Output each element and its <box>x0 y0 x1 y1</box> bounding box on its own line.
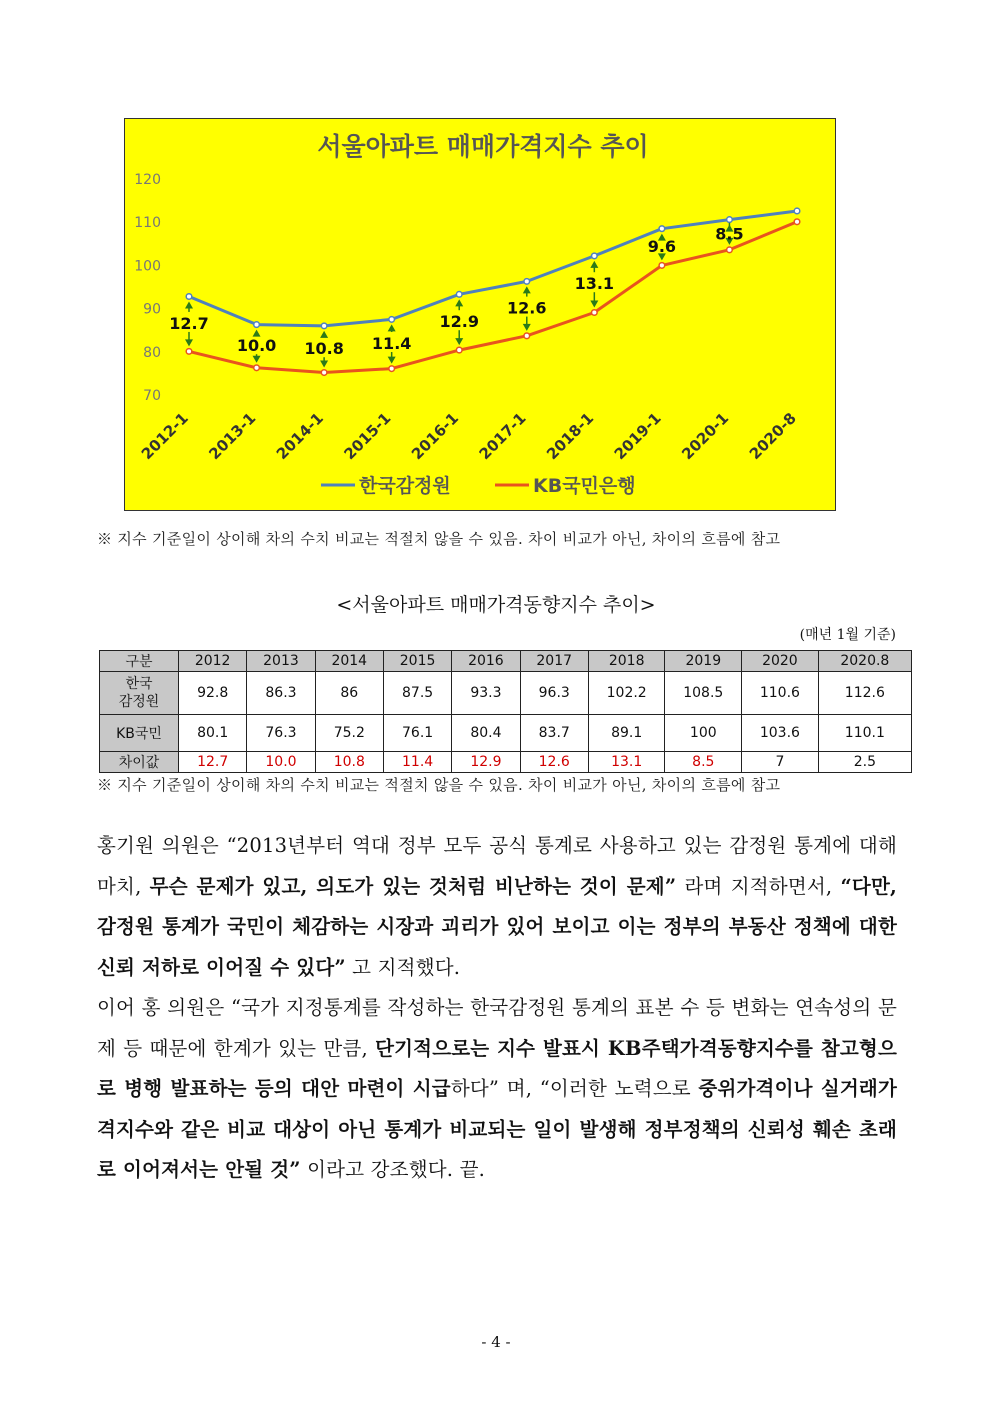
gap-arrowhead-down <box>523 324 531 331</box>
table-cell: 86 <box>315 672 383 715</box>
x-tick-label: 2017-1 <box>475 409 530 464</box>
chart-canvas <box>125 119 835 510</box>
gap-label: 8.5 <box>715 224 744 244</box>
y-tick-label: 110 <box>134 215 161 232</box>
y-tick-label: 90 <box>143 301 161 318</box>
header-cell: 2014 <box>315 651 383 672</box>
gap-arrowhead-up <box>590 261 598 268</box>
table-cell: 80.4 <box>452 715 520 752</box>
row-label-kab <box>100 672 179 715</box>
gap-arrowhead-up <box>388 324 396 331</box>
gap-arrowhead-up <box>455 299 463 306</box>
x-tick-label: 2015-1 <box>340 409 395 464</box>
data-point-0 <box>524 279 530 285</box>
data-point-0 <box>727 217 733 223</box>
table-cell: 92.8 <box>179 672 247 715</box>
table-cell-diff: 12.7 <box>179 752 247 773</box>
x-tick-label: 2014-1 <box>272 409 327 464</box>
gap-arrowhead-up <box>523 286 531 293</box>
table-cell: 89.1 <box>588 715 665 752</box>
table-cell: 112.6 <box>818 672 911 715</box>
y-tick-label: 70 <box>143 388 161 404</box>
table-cell-diff: 2.5 <box>818 752 911 773</box>
data-point-1 <box>794 219 800 225</box>
gap-arrowhead-down <box>590 300 598 307</box>
table-cell-diff: 12.6 <box>520 752 588 773</box>
header-cell: 2015 <box>383 651 451 672</box>
data-point-0 <box>254 322 260 328</box>
data-point-1 <box>524 333 530 339</box>
gap-arrowhead-up <box>185 302 193 309</box>
gap-arrowhead-up <box>320 331 328 338</box>
row-label-kb: KB국민 <box>100 715 179 752</box>
legend-label: 한국감정원 <box>359 475 451 497</box>
table-header-row <box>100 651 912 672</box>
table-cell-diff: 12.9 <box>452 752 520 773</box>
table-cell-diff: 8.5 <box>665 752 742 773</box>
paragraph-2 <box>97 988 897 1191</box>
x-tick-label: 2012-1 <box>137 409 192 464</box>
header-cell: 2019 <box>665 651 742 672</box>
data-point-1 <box>592 310 598 316</box>
table-cell: 93.3 <box>452 672 520 715</box>
header-cell: 구분 <box>100 651 179 672</box>
header-cell: 2020.8 <box>818 651 911 672</box>
header-cell: 2013 <box>247 651 315 672</box>
body-text <box>97 826 897 1191</box>
data-point-0 <box>659 226 665 232</box>
gap-label: 13.1 <box>574 274 615 294</box>
y-tick-label: 80 <box>143 344 161 361</box>
data-point-0 <box>321 323 327 329</box>
table-row-kb <box>100 715 912 752</box>
table-cell: 80.1 <box>179 715 247 752</box>
p1-text-e: 고 지적했다. <box>345 955 461 979</box>
table-cell: 108.5 <box>665 672 742 715</box>
table-cell: 75.2 <box>315 715 383 752</box>
table-row-diff <box>100 752 912 773</box>
p1-text-c: 라며 지적하면서, <box>676 874 841 898</box>
gap-arrowhead-down <box>253 356 261 363</box>
table-cell: 100 <box>665 715 742 752</box>
table-cell: 87.5 <box>383 672 451 715</box>
gap-label: 11.4 <box>371 334 412 354</box>
p1-bold-b: 무슨 문제가 있고, 의도가 있는 것처럼 비난하는 것이 문제” <box>149 874 677 898</box>
header-cell: 2016 <box>452 651 520 672</box>
chart-note: ※ 지수 기준일이 상이해 차의 수치 비교는 적절치 않을 수 있음. 차이 비교가 아닌, 차이의 흐름에 참고 <box>97 530 781 548</box>
table-cell: 102.2 <box>588 672 665 715</box>
gap-arrowhead-down <box>388 357 396 364</box>
gap-arrowhead-down <box>185 339 193 346</box>
table-cell: 86.3 <box>247 672 315 715</box>
gap-label: 10.8 <box>304 339 344 359</box>
table-row-kab <box>100 672 912 715</box>
table-cell-diff: 11.4 <box>383 752 451 773</box>
data-point-1 <box>321 370 327 376</box>
table-cell-diff: 10.0 <box>247 752 315 773</box>
series-line-1 <box>189 222 797 373</box>
table-cell-diff: 7 <box>742 752 819 773</box>
x-tick-label: 2018-1 <box>543 409 598 464</box>
data-point-0 <box>794 208 800 214</box>
header-cell: 2018 <box>588 651 665 672</box>
table-unit: (매년 1월 기준) <box>799 627 896 643</box>
gap-label: 10.0 <box>236 336 277 356</box>
row-label-kab-line2: 감정원 <box>118 694 160 710</box>
gap-arrowhead-down <box>320 361 328 368</box>
p2-bold-b: 단기적으로는 지수 발표시 KB주택가격동향지수를 참고형으로 병행 발표하는 등의 대안 마련이 시급 <box>97 1036 897 1100</box>
data-point-1 <box>254 365 260 371</box>
table-cell: 96.3 <box>520 672 588 715</box>
data-point-1 <box>389 366 395 372</box>
gap-label: 12.9 <box>439 312 479 332</box>
table-cell-diff: 13.1 <box>588 752 665 773</box>
data-point-0 <box>186 294 192 300</box>
y-tick-label: 120 <box>134 172 161 188</box>
data-point-0 <box>389 317 395 323</box>
x-tick-label: 2020-1 <box>678 409 733 464</box>
gap-arrowhead-down <box>455 338 463 345</box>
x-tick-label: 2019-1 <box>610 409 665 464</box>
x-tick-label: 2013-1 <box>205 409 260 464</box>
table-cell: 83.7 <box>520 715 588 752</box>
chart-title: 서울아파트 매매가격지수 추이 <box>317 132 649 161</box>
header-cell: 2020 <box>742 651 819 672</box>
data-point-1 <box>659 263 665 269</box>
table-cell: 110.1 <box>818 715 911 752</box>
y-tick-label: 100 <box>134 258 161 275</box>
legend-label: KB국민은행 <box>533 475 636 497</box>
table-cell: 103.6 <box>742 715 819 752</box>
table-cell: 110.6 <box>742 672 819 715</box>
p1-bold-d: “다만, 감정원 통계가 국민이 체감하는 시장과 괴리가 있어 보이고 이는 정부의 부동산 정책에 대한 신뢰 저하로 이어질 수 있다” <box>97 874 897 979</box>
data-point-1 <box>456 347 462 353</box>
header-cell: 2012 <box>179 651 247 672</box>
gap-label: 12.6 <box>507 298 547 318</box>
p2-text-e: 이라고 강조했다. 끝. <box>300 1158 486 1181</box>
table-title: <서울아파트 매매가격동향지수 추이> <box>336 594 656 616</box>
price-index-chart <box>124 118 836 511</box>
data-point-0 <box>592 253 598 259</box>
p2-text-c: 하다” 며, “이러한 노력으로 <box>450 1077 699 1100</box>
data-point-1 <box>186 349 192 355</box>
table-cell: 76.1 <box>383 715 451 752</box>
gap-label: 12.7 <box>169 313 209 333</box>
data-point-1 <box>727 247 733 253</box>
table-cell: 76.3 <box>247 715 315 752</box>
x-tick-label: 2020-8 <box>745 409 800 464</box>
x-tick-label: 2016-1 <box>408 409 463 464</box>
table-note: ※ 지수 기준일이 상이해 차의 수치 비교는 적절치 않을 수 있음. 차이 비교가 아닌, 차이의 흐름에 참고 <box>97 776 781 794</box>
row-label-kab-line1: 한국 <box>125 676 153 692</box>
gap-label: 9.6 <box>647 237 677 257</box>
table-cell-diff: 10.8 <box>315 752 383 773</box>
series-line-0 <box>189 211 797 326</box>
p2-bold-d: 중위가격이나 실거래가격지수와 같은 비교 대상이 아닌 통계가 비교되는 일이 발생해 정부정책의 신뢰성 훼손 초래로 이어져서는 안될 것” <box>97 1077 897 1181</box>
page-number: - 4 - <box>481 1333 511 1351</box>
index-table <box>99 650 912 773</box>
header-cell: 2017 <box>520 651 588 672</box>
data-point-0 <box>456 292 462 298</box>
paragraph-1 <box>97 826 897 988</box>
p2-text-a: 이어 홍 의원은 “국가 지정통계를 작성하는 한국감정원 통계의 표본 수 등 변화는 연속성의 문제 등 때문에 한계가 있는 만큼, <box>97 996 897 1060</box>
row-label-diff: 차이값 <box>100 752 179 773</box>
p1-text-a: 홍기원 의원은 “2013년부터 역대 정부 모두 공식 통계로 사용하고 있는 감정원 통계에 대해 마치, <box>97 834 897 898</box>
